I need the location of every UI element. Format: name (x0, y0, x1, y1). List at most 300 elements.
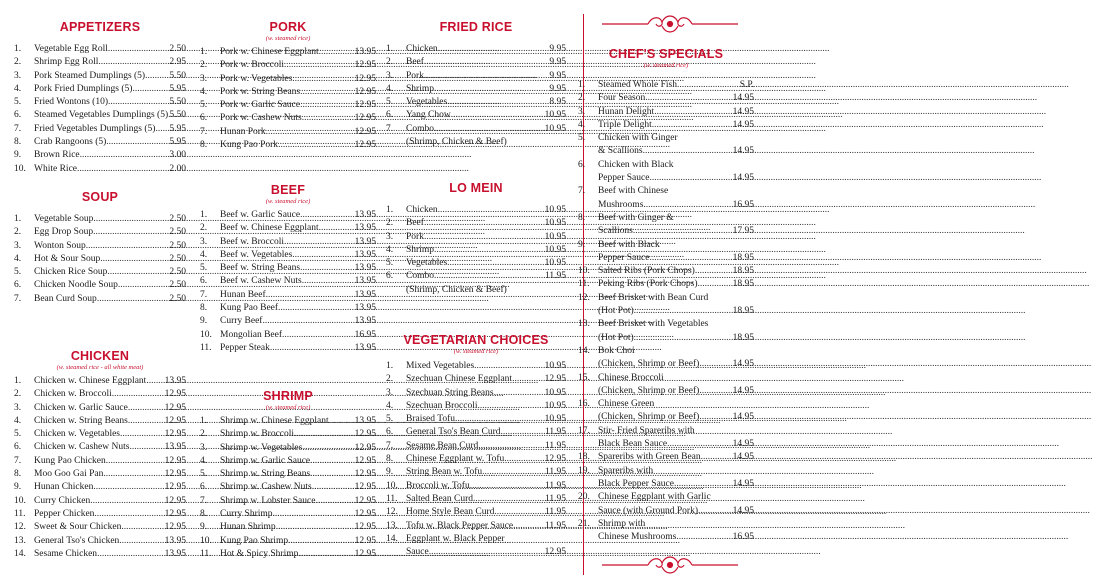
leader-dots (677, 79, 740, 92)
scroll-ornament-icon (600, 553, 740, 577)
item-number: 11. (578, 279, 590, 290)
item-price: 12.95 (354, 442, 376, 453)
leader-dots (699, 411, 732, 424)
item-number: 1. (386, 44, 394, 54)
leader-dots (474, 360, 544, 373)
item-number: 3. (200, 73, 208, 84)
leader-dots (634, 305, 733, 318)
item-price: 13.95 (354, 276, 376, 287)
item-name: Eggplant w. Black Pepper (406, 533, 505, 544)
item-number: 9. (200, 522, 208, 533)
menu-item (578, 518, 754, 531)
item-number: 3. (14, 70, 22, 81)
item-name: Mixed Vegetables (406, 361, 475, 371)
menu-item (200, 112, 376, 125)
item-name: Chicken w. Chinese Eggplant (34, 376, 147, 386)
item-number: 2. (578, 93, 586, 104)
item-number: 1. (200, 210, 208, 220)
leader-dots (434, 270, 545, 283)
menu-item (386, 360, 566, 373)
item-number: 10. (578, 266, 590, 277)
menu-item (200, 209, 376, 222)
leader-dots (315, 495, 354, 508)
menu-item (14, 226, 186, 239)
item-price: 12.95 (164, 415, 186, 426)
column-1 (14, 20, 186, 176)
item-number: 8. (200, 140, 208, 151)
item-name: Kung Pao Beef (220, 303, 279, 314)
column-2-pork (200, 20, 376, 152)
item-number: 3. (14, 402, 22, 413)
item-name: Chinese Eggplant w. Tofu (406, 454, 505, 465)
leader-dots (97, 293, 170, 306)
item-number: 10. (14, 163, 26, 174)
menu-item (386, 453, 566, 466)
item-name: (Chicken, Shrimp or Beef) (598, 359, 700, 370)
menu-item (386, 270, 566, 283)
menu-item (200, 548, 376, 561)
menu-item (578, 145, 754, 158)
item-name: Beef (406, 57, 424, 68)
menu-item (578, 438, 754, 451)
item-price: 10.95 (544, 400, 566, 411)
leader-dots (300, 209, 355, 222)
item-price: 2.50 (169, 214, 186, 224)
item-number: 3. (386, 70, 394, 81)
leader-dots (329, 415, 355, 428)
item-price: 12.95 (354, 126, 376, 137)
item-name: Shrimp w. Lobster Sauce (220, 495, 316, 506)
item-number: 2. (200, 429, 208, 440)
item-name: Shrimp w. String Beans (220, 469, 311, 480)
item-price: 14.95 (732, 478, 754, 489)
item-name: Broccoli w. Tofu (406, 480, 470, 491)
item-number: 9. (14, 150, 22, 161)
item-number: 6. (200, 113, 208, 124)
menu-item (200, 222, 376, 235)
item-price: 12.95 (354, 73, 376, 84)
menu-item (386, 493, 566, 506)
item-number: 2. (14, 389, 22, 400)
item-number: 18. (578, 452, 590, 463)
item-name: Pork w. Vegetables (220, 73, 293, 84)
menu-item (578, 305, 754, 318)
fried-rice-list (386, 43, 566, 136)
item-price: 12.95 (354, 509, 376, 520)
leader-dots (310, 468, 354, 481)
item-price: 14.95 (732, 412, 754, 423)
item-price: 10.95 (544, 110, 566, 121)
menu-item (200, 508, 376, 521)
item-price: 3.00 (169, 150, 186, 161)
item-price: 14.95 (732, 173, 754, 184)
item-name: Spareribs with Green Bean (598, 452, 701, 463)
menu-item (200, 468, 376, 481)
item-name: Sesame Bean Curd (406, 440, 479, 451)
item-number: 4. (386, 83, 394, 94)
item-number: 7. (200, 495, 208, 506)
menu-item (14, 402, 186, 415)
menu-item (200, 495, 376, 508)
menu-item (14, 279, 186, 292)
item-price: 10.95 (544, 414, 566, 425)
item-number: 11. (14, 508, 26, 519)
item-name: Shrimp Egg Roll (34, 57, 99, 68)
item-name: Chicken w. Cashew Nuts (34, 442, 130, 453)
item-price: 12.95 (354, 482, 376, 493)
item-price: 14.95 (732, 106, 754, 117)
beef-subtitle: (w. steamed rice) (265, 198, 311, 205)
menu-item (200, 535, 376, 548)
item-price: 14.95 (732, 146, 754, 157)
leader-dots (132, 83, 169, 96)
leader-dots (424, 56, 549, 69)
item-number: 21. (578, 518, 590, 529)
pork-subtitle: (w. steamed rice) (265, 35, 311, 42)
leader-dots (447, 96, 549, 109)
menu-item (578, 79, 754, 92)
item-name: Black Pepper Sauce (598, 478, 674, 489)
menu-item (386, 96, 566, 109)
item-name: Hot & Sour Soup (34, 253, 101, 264)
leader-dots (270, 342, 355, 355)
menu-item (200, 521, 376, 534)
column-2-beef (200, 183, 376, 355)
leader-dots (108, 43, 170, 56)
leader-dots (312, 481, 355, 494)
item-price: 2.50 (169, 280, 186, 291)
item-price: 9.95 (549, 70, 566, 81)
item-price: 2.95 (169, 57, 186, 68)
menu-item (200, 315, 376, 328)
item-name: Spareribs with (598, 465, 654, 476)
menu-item (200, 442, 376, 455)
menu-item (200, 342, 376, 355)
item-price: 13.95 (354, 416, 376, 426)
item-price: 14.95 (732, 119, 754, 130)
leader-dots (633, 225, 733, 238)
menu-item (386, 413, 566, 426)
item-name: Pepper Steak (220, 342, 270, 353)
item-number: 6. (200, 276, 208, 287)
leader-dots (504, 453, 544, 466)
item-number: 3. (200, 236, 208, 247)
leader-dots (266, 289, 355, 302)
column-3-lo-mein (386, 181, 566, 297)
menu-item (14, 70, 186, 83)
item-name: Combo (406, 123, 434, 134)
leader-dots (266, 126, 355, 139)
item-number: 1. (200, 416, 208, 426)
item-price: 14.95 (732, 359, 754, 370)
item-price: 12.95 (354, 429, 376, 440)
pork-list (200, 46, 376, 152)
item-price: 14.95 (732, 452, 754, 463)
item-price: 9.95 (549, 83, 566, 94)
menu-item (578, 225, 754, 238)
menu-item (200, 428, 376, 441)
item-name: Salted Ribs (Pork Chops) (598, 266, 695, 277)
item-name: (Chicken, Shrimp or Beef) (598, 412, 700, 423)
appetizers-title: APPETIZERS (59, 20, 141, 34)
item-name: Pork w. String Beans (220, 86, 301, 97)
menu-item (200, 126, 376, 139)
leader-dots (100, 253, 169, 266)
item-name: & Scallions (598, 146, 643, 157)
item-name: Four Season (598, 93, 646, 104)
leader-dots (121, 521, 164, 534)
item-name: Kung Pao Pork (220, 140, 279, 151)
menu-item (578, 318, 754, 331)
menu-item (386, 109, 566, 122)
menu-item (386, 83, 566, 96)
item-name: (Hot Pot) (598, 332, 634, 343)
item-price: 13.95 (354, 236, 376, 247)
leader-dots (97, 548, 165, 561)
leader-dots (434, 83, 549, 96)
item-price: 12.95 (354, 548, 376, 559)
leader-dots (103, 468, 164, 481)
item-number: 8. (200, 509, 208, 520)
item-number: 7. (578, 186, 586, 197)
menu-item (386, 480, 566, 493)
menu-item (14, 213, 186, 226)
menu-item (14, 521, 186, 534)
item-number: 12. (386, 507, 398, 518)
item-number: 11. (386, 493, 398, 504)
menu-item (578, 385, 754, 398)
item-name: Chicken Noodle Soup (34, 280, 118, 291)
menu-item (578, 106, 754, 119)
leader-dots (494, 387, 545, 400)
item-name: Beef Brisket with Vegetables (598, 319, 709, 330)
item-price: 5.95 (169, 83, 186, 94)
item-name: Triple Delight (598, 119, 652, 130)
menu-item (14, 441, 186, 454)
leader-dots (645, 92, 732, 105)
item-name: Beef with Chinese (598, 186, 669, 197)
menu-item (200, 99, 376, 112)
item-price: 11.95 (544, 467, 566, 478)
leader-dots (107, 266, 169, 279)
leader-dots (145, 70, 169, 83)
leader-dots (434, 123, 545, 136)
item-name: (Hot Pot) (598, 306, 634, 317)
item-number: 12. (14, 522, 26, 533)
item-number: 5. (386, 97, 394, 108)
item-price: 11.95 (544, 493, 566, 504)
menu-item (14, 495, 186, 508)
item-name: Mongolian Beef (220, 329, 283, 340)
leader-dots (112, 388, 165, 401)
item-price: 12.95 (354, 60, 376, 71)
leader-dots (494, 506, 545, 519)
item-number: 3. (578, 106, 586, 117)
item-price: 2.50 (169, 267, 186, 278)
item-number: 6. (200, 482, 208, 493)
fried-rice-title: FRIED RICE (439, 20, 513, 34)
item-price: 13.95 (354, 263, 376, 274)
menu-item (200, 415, 376, 428)
chefs-specials-title: CHEF'S SPECIALS (608, 47, 724, 61)
leader-dots (86, 240, 170, 253)
item-price: 17.95 (732, 226, 754, 237)
item-name: Shrimp (406, 244, 434, 255)
item-price: 10.95 (544, 244, 566, 255)
fried-rice-note: (Shrimp, Chicken & Beef) (406, 137, 507, 148)
item-price: 18.95 (732, 306, 754, 317)
item-name: Vegetables (406, 97, 448, 108)
item-name: Pork w. Cashew Nuts (220, 113, 302, 124)
menu-item (578, 265, 754, 278)
menu-item (200, 249, 376, 262)
item-price: 12.95 (164, 429, 186, 440)
shrimp-title: SHRIMP (263, 389, 313, 403)
leader-dots (447, 257, 544, 270)
leader-dots (643, 145, 733, 158)
leader-dots (699, 385, 732, 398)
item-name: Kung Pao Shrimp (220, 535, 289, 546)
item-price: 18.95 (732, 266, 754, 277)
leader-dots (146, 375, 164, 388)
menu-item (14, 266, 186, 279)
item-number: 7. (14, 293, 22, 304)
item-number: 7. (386, 123, 394, 134)
menu-item (386, 257, 566, 270)
menu-item (578, 212, 754, 225)
column-3-fried-rice (386, 20, 566, 149)
item-price: 16.95 (354, 329, 376, 340)
item-price: 11.95 (544, 507, 566, 518)
leader-dots (120, 428, 165, 441)
leader-dots (473, 493, 545, 506)
item-number: 9. (200, 316, 208, 327)
item-name: Chicken Rice Soup (34, 267, 108, 278)
item-name: Bok Choi (598, 345, 635, 356)
item-price: 12.95 (354, 86, 376, 97)
item-number: 2. (200, 223, 208, 234)
menu-item (14, 388, 186, 401)
item-price: 10.95 (544, 123, 566, 134)
leader-dots (108, 96, 169, 109)
item-price: 11.95 (544, 427, 566, 438)
menu-item (14, 455, 186, 468)
item-price: 12.95 (354, 455, 376, 466)
item-name: Beef w. Vegetables (220, 249, 293, 260)
leader-dots (310, 455, 354, 468)
leader-dots (292, 73, 354, 86)
item-price: 10.95 (544, 205, 566, 215)
menu-item (14, 535, 186, 548)
item-name: Hunan Pork (220, 126, 266, 137)
item-number: 6. (14, 280, 22, 291)
menu-item (578, 278, 754, 291)
item-price: 14.95 (732, 93, 754, 104)
menu-item (14, 83, 186, 96)
item-price: 12.95 (354, 522, 376, 533)
item-name: Pepper Sauce (598, 252, 650, 263)
item-name: Beef w. Broccoli (220, 236, 285, 247)
item-price: 2.50 (169, 253, 186, 264)
menu-item (200, 262, 376, 275)
item-name: Beef Brisket with Bean Curd (598, 292, 709, 303)
item-price: 12.95 (544, 454, 566, 465)
item-number: 14. (386, 533, 398, 544)
item-price: 16.95 (732, 199, 754, 210)
item-price: 12.95 (164, 389, 186, 400)
item-number: 6. (386, 271, 394, 282)
item-price: 9.95 (549, 44, 566, 54)
item-number: 7. (14, 455, 22, 466)
leader-dots (695, 265, 733, 278)
menu-item (386, 244, 566, 257)
menu-item (200, 139, 376, 152)
leader-dots (300, 262, 355, 275)
leader-dots (300, 86, 354, 99)
leader-dots (298, 548, 354, 561)
item-name: Beef w. String Beans (220, 263, 301, 274)
item-number: 4. (386, 400, 394, 411)
item-number: 6. (386, 427, 394, 438)
item-number: 7. (386, 440, 394, 451)
item-number: 3. (386, 387, 394, 398)
item-name: Beef w. Cashew Nuts (220, 276, 302, 287)
item-number: 4. (14, 253, 22, 264)
menu-item (578, 119, 754, 132)
item-price: 12.95 (164, 522, 186, 533)
item-name: Vegetables (406, 258, 448, 269)
item-name: Vegetable Soup (34, 214, 94, 224)
menu-item (200, 73, 376, 86)
item-name: Sauce (with Ground Pork) (598, 505, 698, 516)
item-name: Chicken w. Vegetables (34, 429, 121, 440)
menu-item (14, 481, 186, 494)
item-price: 12.95 (164, 495, 186, 506)
item-number: 16. (578, 399, 590, 410)
menu-item (200, 302, 376, 315)
item-name: Curry Chicken (34, 495, 91, 506)
item-price: 12.95 (164, 508, 186, 519)
item-number: 9. (578, 239, 586, 250)
item-name: Sauce (406, 547, 429, 558)
item-name: Salted Bean Curd (406, 493, 474, 504)
menu-item (200, 455, 376, 468)
item-name: Curry Shrimp (220, 509, 273, 520)
item-price: 2.50 (169, 240, 186, 251)
item-name: Pork (406, 70, 424, 81)
menu-item (14, 56, 186, 69)
item-name: Shrimp w. Vegetables (220, 442, 303, 453)
leader-dots (284, 236, 355, 249)
item-name: Vegetable Egg Roll (34, 44, 108, 54)
item-name: Steamed Vegetables Dumplings (5) (34, 110, 169, 121)
item-name: Pepper Chicken (34, 508, 95, 519)
item-price: 12.95 (354, 469, 376, 480)
item-name: Stir- Fried Spareribs with (598, 425, 695, 436)
item-price: 5.50 (169, 110, 186, 121)
menu-item (200, 46, 376, 59)
item-price: 16.95 (732, 532, 754, 543)
leader-dots (634, 332, 733, 345)
leader-dots (701, 451, 733, 464)
menu-item (14, 109, 186, 122)
item-price: 2.50 (169, 44, 186, 54)
item-name: Chicken (406, 205, 438, 215)
item-price: 5.50 (169, 97, 186, 108)
item-name: String Bean w. Tofu (406, 467, 483, 478)
item-name: Pork (406, 231, 424, 242)
leader-dots (451, 109, 545, 122)
